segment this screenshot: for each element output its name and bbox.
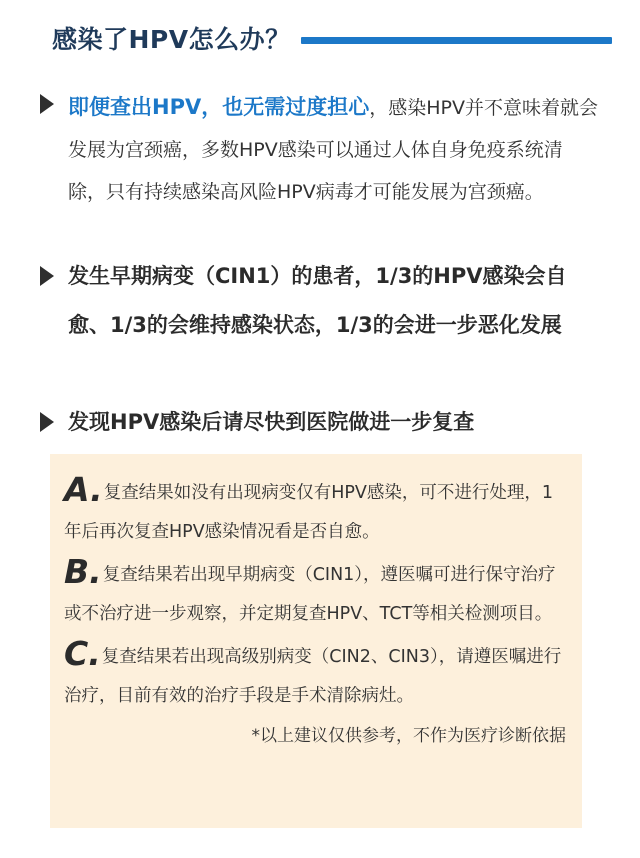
- section-no-worry-body: ，感染HPV并不意味着就会发展为宫颈癌，多数HPV感染可以通过人体自身免疫系统清除，只有持续感染高风险HPV病毒才可能发展为宫颈癌。: [68, 97, 598, 203]
- advice-text-b: 复查结果若出现早期病变（CIN1），遵医嘱可进行保守治疗或不治疗进一步观察，并定期复查HPV、TCT等相关检测项目。: [64, 565, 556, 624]
- section-recheck-text: 发现HPV感染后请尽快到医院做进一步复查: [68, 410, 475, 434]
- section-no-worry-highlight: 即便查出HPV，也无需过度担心: [68, 95, 370, 119]
- section-recheck: [40, 398, 600, 446]
- section-no-worry: [40, 86, 600, 213]
- page-title: 感染了HPV怎么办？: [52, 25, 291, 54]
- title-divider-line: [301, 37, 612, 44]
- advice-letter-c: C.: [64, 634, 101, 673]
- advice-item-b: [64, 552, 566, 634]
- header: [52, 18, 612, 58]
- section-early-lesion-text: 发生早期病变（CIN1）的患者，1/3的HPV感染会自愈、1/3的会维持感染状态，1/3的会进一步恶化发展: [68, 264, 567, 337]
- triangle-bullet-icon: [40, 412, 54, 432]
- advice-letter-b: B.: [64, 552, 102, 591]
- advice-letter-a: A.: [64, 470, 103, 509]
- recheck-advice-box: [50, 454, 582, 828]
- triangle-bullet-icon: [40, 266, 54, 286]
- section-early-lesion: [40, 252, 600, 350]
- advice-text-a: 复查结果如没有出现病变仅有HPV感染，可不进行处理，1年后再次复查HPV感染情况看是否自愈。: [64, 483, 554, 542]
- triangle-bullet-icon: [40, 94, 54, 114]
- advice-text-c: 复查结果若出现高级别病变（CIN2、CIN3），请遵医嘱进行治疗，目前有效的治疗手段是手术清除病灶。: [64, 647, 562, 706]
- advice-item-a: [64, 470, 566, 552]
- advice-item-c: [64, 634, 566, 716]
- disclaimer-note: *以上建议仅供参考，不作为医疗诊断依据: [251, 726, 566, 746]
- section-no-worry-text: [68, 86, 600, 213]
